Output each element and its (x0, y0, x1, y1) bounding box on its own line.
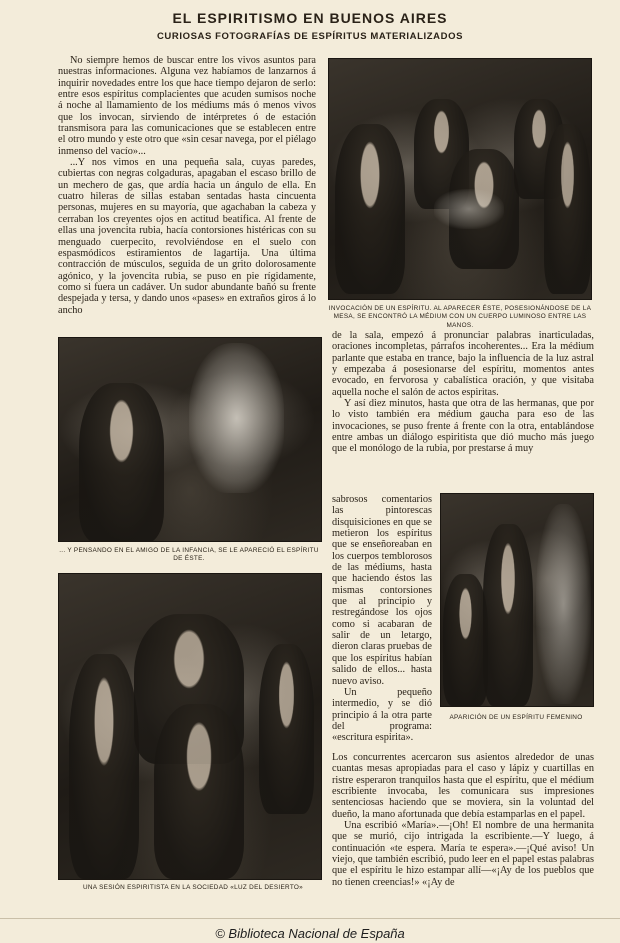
photo-figure (154, 704, 244, 879)
paragraph: No siempre hemos de buscar entre los vivos asuntos para nuestras informaciones. Alguna vez habíamos de lanzarnos á inquirir novedades entre los que hace tiempo dejaron de serlo: entre esos espíritus complacientes que acuden sumisos noche á noche al llamamiento de los médiums más ó menos vivos que los invocan, sirviendo de intérpretes ó de estación transmisora para las comunicaciones que se establecen entre el otro mundo y este otro que «sin cesar navega, por el piélago inmenso del vacío»... (58, 55, 316, 157)
caption-invocation: INVOCACIÓN DE UN ESPÍRITU. AL APARECER ÉSTE, POSESIONÁNDOSE DE LA MESA, SE ENCONTRÓ LA MÉDIUM CON UN CUERPO LUMINOSO ENTRE LAS MANOS. (328, 305, 592, 329)
photo-luminous-body (434, 189, 504, 229)
text-block-comments (332, 494, 432, 750)
paragraph: Y así diez minutos, hasta que otra de las hermanas, que por lo visto también era médium gaucha para eso de las invocaciones, se puso frente á frente con la otra, entablándose entre ambas un diálogo espiritista que dió mucho más juego que el monólogo de la rubia, por prestarse á muy (332, 398, 594, 455)
caption-female-spirit: APARICIÓN DE UN ESPÍRITU FEMENINO (449, 714, 583, 721)
caption-childhood-friend: ... Y PENSANDO EN EL AMIGO DE LA INFANCIA, SE LE APARECIÓ EL ESPÍRITU DE ÉSTE. (59, 547, 319, 563)
photo-childhood-friend (58, 337, 322, 542)
paragraph: de la sala, empezó á pronunciar palabras inarticuladas, oraciones incompletas, párrafos incoherentes... Era la médium parlante que estaba en trance, bajo la influencia de la luz astral y empezaba á posesionarse del espíritu, momentos antes evocado, en fervorosa y cabalística oración, y que visitaba aquella noche el salón de actos espiritas. (332, 330, 594, 398)
photo-figure (483, 524, 533, 706)
copyright-notice: © Biblioteca Nacional de España (215, 926, 405, 941)
photo-session (58, 573, 322, 880)
article-title: EL ESPIRITISMO EN BUENOS AIRES (172, 10, 448, 26)
text-block-writing (332, 752, 594, 894)
paragraph: sabrosos comentarios las pintorescas disquisiciones en que se metieron los espíritus que se enseñoreaban en los cuerpos temblorosos de las médiums, hasta que haciendo éstos las mismas contorsiones que al principio y restregándose los ojos como si acabaran de salir de un letargo, dieron claras pruebas de que los espíritus habían salido de ellos... hasta nuevo aviso. (332, 494, 432, 687)
photo-spirit (189, 343, 284, 493)
footer-divider (0, 918, 620, 919)
paragraph: Un pequeño intermedio, y se dió principio á la otra parte del programa: «escritura espirita». (332, 686, 432, 744)
photo-invocation (328, 58, 592, 300)
caption-session: UNA SESIÓN ESPIRITISTA EN LA SOCIEDAD «LUZ DEL DESIERTO» (82, 884, 304, 891)
photo-female-spirit (440, 493, 594, 707)
photo-spirit (536, 504, 591, 704)
photo-figure (69, 654, 139, 879)
paragraph: Los concurrentes acercaron sus asientos alrededor de unas cuantas mesas apropiadas para el caso y lápiz y cuartillas en ristre esperaron tranquilos hasta que el espíritu, que el médium escribiente invocaba, les comunicara sus impresiones sentenciosas haciendo que se moviera, sin la voluntad del dueño, la mano afortunada que debía estamparlas en el papel. (332, 752, 594, 820)
photo-figure (259, 644, 314, 814)
photo-figure (79, 383, 164, 542)
photo-figure (335, 124, 405, 294)
paragraph: Una escribió «María».—¡Oh! El nombre de una hermanita que se murió, cijo intrigada la escribiente.—Y luego, á continuación «te espera. María te espera».—¡Qué aviso! Un viejo, que también escribió, pudo leer en el papel estas palabras que el espíritu le hizo estampar allí—«¡Ay de los pueblos que no tienen creencias!» «¡Ay de (332, 820, 594, 888)
article-subtitle: CURIOSAS FOTOGRAFÍAS DE ESPÍRITUS MATERIALIZADOS (156, 31, 464, 42)
photo-figure (544, 124, 591, 294)
text-block-trance (332, 330, 594, 495)
photo-figure (443, 574, 488, 706)
paragraph: ...Y nos vimos en una pequeña sala, cuyas paredes, cubiertas con negras colgaduras, apagaban el escaso brillo de un mechero de gas, que ardía hacia un ángulo de ella. En cuatro hileras de sillas estaban sentadas hasta cincuenta personas, mujeres en su mayoría, que agachaban la cabeza y cerraban los creyentes ojos en actitud beatífica. Al frente de ellas una jovencita rubia, hacía contorsiones histéricas con su menguado cuerpecito, revolviéndose en el suelo con espasmódicos estiramientos de lagartija. Una última contracción de músculos, seguida de un grito dolorosamente agónico, y la jovencita rubia, se puso en pie rígidamente, como si fuera un cadáver. Un sudor abundante bañó su frente despejada y tersa, y dando unos «pases» en extraños giros á lo ancho (58, 157, 316, 316)
text-block-intro (58, 55, 316, 327)
